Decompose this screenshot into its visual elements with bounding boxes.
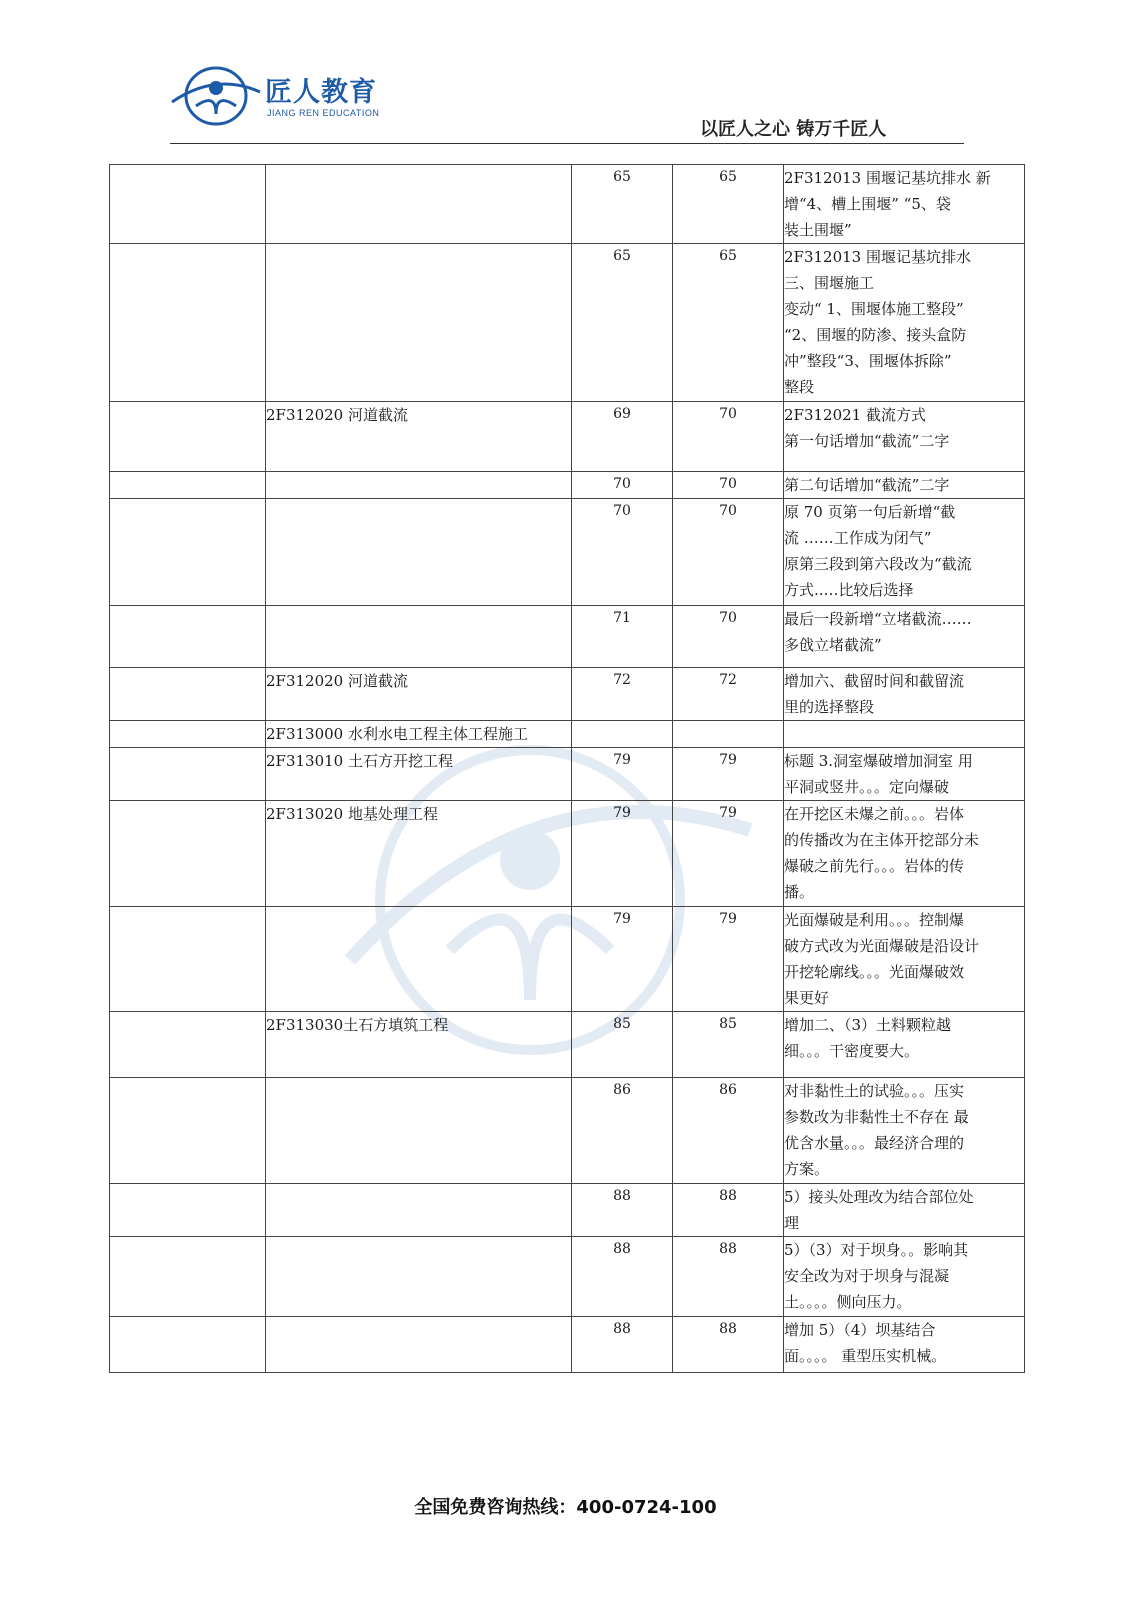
row-blank-cell [110, 1184, 266, 1237]
row-blank-cell [110, 1317, 266, 1373]
change-note-line: 爆破之前先行。。。岩体的传 [784, 857, 965, 875]
row-blank-cell [110, 721, 266, 748]
header-slogan: 以匠人之心 铸万千匠人 [700, 119, 887, 140]
old-page-cell: 70 [572, 499, 673, 606]
table-row [110, 1317, 1025, 1373]
new-page-cell: 79 [673, 748, 784, 801]
change-note-line: 在开挖区未爆之前。。。岩体 [784, 805, 965, 823]
change-note-line: 5）（3）对于坝身。。影响其 [784, 1241, 969, 1259]
change-note-cell [784, 721, 1025, 748]
change-note-line: “2、围堰的防渗、接头盒防 [784, 326, 967, 344]
table-row [110, 907, 1025, 1012]
change-note-cell [784, 165, 1025, 244]
table-row [110, 472, 1025, 499]
new-page-cell: 88 [673, 1184, 784, 1237]
change-note-cell [784, 499, 1025, 606]
change-note-line: 变动“ 1、围堰体施工整段” [784, 300, 964, 318]
change-note-cell [784, 402, 1025, 472]
row-blank-cell [110, 801, 266, 907]
change-note-cell [784, 748, 1025, 801]
old-page-cell: 69 [572, 402, 673, 472]
section-cell [266, 907, 572, 1012]
table-row [110, 1184, 1025, 1237]
change-note-line: 多戗立堵截流” [784, 636, 882, 654]
change-note-line: 冲”整段“3、围堰体拆除” [784, 352, 952, 370]
change-note-line: 增加六、截留时间和截留流 [784, 672, 965, 690]
table-row [110, 499, 1025, 606]
table-row [110, 801, 1025, 907]
change-note-cell [784, 801, 1025, 907]
change-note-line: 参数改为非黏性土不存在 最 [784, 1108, 969, 1126]
old-page-cell: 70 [572, 472, 673, 499]
change-note-line: 播。 [784, 883, 815, 901]
new-page-cell: 72 [673, 668, 784, 721]
change-note-line: 优含水量。。。最经济合理的 [784, 1134, 965, 1152]
change-note-cell [784, 1317, 1025, 1373]
new-page-cell: 70 [673, 499, 784, 606]
section-cell [266, 244, 572, 402]
row-blank-cell [110, 1012, 266, 1078]
change-note-line: 增“4、槽上围堰” “5、袋 [784, 195, 951, 213]
change-note-line: 装土围堰” [784, 221, 852, 239]
change-note-line: 原 70 页第一句后新增“截 [784, 503, 956, 521]
section-cell [266, 606, 572, 668]
section-cell [266, 499, 572, 606]
change-note-cell [784, 1237, 1025, 1317]
old-page-cell: 85 [572, 1012, 673, 1078]
row-blank-cell [110, 165, 266, 244]
brand-name: 匠人教育 [265, 77, 377, 108]
change-note-line: 流 ……工作成为闭气” [784, 529, 932, 547]
row-blank-cell [110, 472, 266, 499]
table-row [110, 165, 1025, 244]
section-cell [266, 1317, 572, 1373]
section-cell: 2F312020 河道截流 [266, 668, 572, 721]
section-cell: 2F312020 河道截流 [266, 402, 572, 472]
row-blank-cell [110, 748, 266, 801]
change-note-line: 三、围堰施工 [784, 274, 875, 292]
change-note-cell [784, 1012, 1025, 1078]
header-divider [170, 143, 964, 144]
row-blank-cell [110, 1078, 266, 1184]
old-page-cell: 79 [572, 748, 673, 801]
section-cell [266, 165, 572, 244]
change-log-table [109, 164, 1025, 1373]
change-note-line: 原第三段到第六段改为“截流 [784, 555, 972, 573]
change-note-line: 2F312021 截流方式 [784, 406, 926, 424]
old-page-cell: 79 [572, 801, 673, 907]
new-page-cell: 79 [673, 801, 784, 907]
new-page-cell: 70 [673, 402, 784, 472]
old-page-cell [572, 721, 673, 748]
logo-emblem-icon [170, 62, 262, 128]
new-page-cell: 79 [673, 907, 784, 1012]
new-page-cell: 70 [673, 472, 784, 499]
change-note-cell [784, 668, 1025, 721]
change-note-cell [784, 606, 1025, 668]
old-page-cell: 71 [572, 606, 673, 668]
old-page-cell: 88 [572, 1237, 673, 1317]
change-note-line: 第一句话增加“截流”二字 [784, 432, 950, 450]
change-note-line: 最后一段新增“立堵截流…… [784, 610, 972, 628]
table-row [110, 668, 1025, 721]
table-row [110, 721, 1025, 748]
change-note-line: 5）接头处理改为结合部位处 [784, 1188, 974, 1206]
footer-hotline: 全国免费咨询热线：400-0724-100 [414, 1497, 717, 1518]
change-note-line: 增加 5）（4）坝基结合 [784, 1321, 936, 1339]
old-page-cell: 72 [572, 668, 673, 721]
change-note-line: 破方式改为光面爆破是沿设计 [784, 937, 980, 955]
change-note-line: 的传播改为在主体开挖部分未 [784, 831, 980, 849]
change-note-cell [784, 244, 1025, 402]
change-note-line: 方式..…比较后选择 [784, 581, 914, 599]
table-row [110, 402, 1025, 472]
change-note-line: 对非黏性土的试验。。。压实 [784, 1082, 965, 1100]
change-note-line: 整段 [784, 378, 815, 396]
change-note-line: 里的选择整段 [784, 698, 875, 716]
table-row [110, 748, 1025, 801]
table-row [110, 606, 1025, 668]
section-cell [266, 1184, 572, 1237]
change-note-line: 增加二、（3）土料颗粒越 [784, 1016, 952, 1034]
change-note-line: 第二句话增加“截流”二字 [784, 476, 950, 494]
row-blank-cell [110, 606, 266, 668]
new-page-cell: 70 [673, 606, 784, 668]
change-note-line: 理 [784, 1214, 800, 1232]
change-note-line: 方案。 [784, 1160, 830, 1178]
change-note-line: 土。。。。侧向压力。 [784, 1293, 912, 1311]
new-page-cell: 65 [673, 244, 784, 402]
new-page-cell [673, 721, 784, 748]
new-page-cell: 85 [673, 1012, 784, 1078]
change-note-line: 平洞或竖井。。。定向爆破 [784, 778, 950, 796]
section-cell: 2F313010 土石方开挖工程 [266, 748, 572, 801]
old-page-cell: 79 [572, 907, 673, 1012]
old-page-cell: 88 [572, 1184, 673, 1237]
change-note-cell [784, 907, 1025, 1012]
old-page-cell: 65 [572, 165, 673, 244]
old-page-cell: 88 [572, 1317, 673, 1373]
change-note-cell [784, 1184, 1025, 1237]
row-blank-cell [110, 668, 266, 721]
change-note-line: 面。。。。 重型压实机械。 [784, 1347, 947, 1365]
change-note-line: 开挖轮廓线。。。光面爆破效 [784, 963, 965, 981]
row-blank-cell [110, 499, 266, 606]
section-cell: 2F313020 地基处理工程 [266, 801, 572, 907]
row-blank-cell [110, 1237, 266, 1317]
table-row [110, 1237, 1025, 1317]
brand-logo [170, 62, 390, 132]
change-note-cell [784, 1078, 1025, 1184]
brand-subtitle: JIANG REN EDUCATION [267, 108, 380, 118]
change-note-line: 2F312013 围堰记基坑排水 [784, 248, 971, 266]
change-note-line: 2F312013 围堰记基坑排水 新 [784, 169, 991, 187]
change-note-line: 安全改为对于坝身与混凝 [784, 1267, 950, 1285]
table-row [110, 1078, 1025, 1184]
new-page-cell: 86 [673, 1078, 784, 1184]
old-page-cell: 86 [572, 1078, 673, 1184]
section-cell [266, 1078, 572, 1184]
row-blank-cell [110, 244, 266, 402]
old-page-cell: 65 [572, 244, 673, 402]
change-note-line: 细。。。干密度要大。 [784, 1042, 920, 1060]
new-page-cell: 88 [673, 1317, 784, 1373]
change-note-line: 果更好 [784, 989, 830, 1007]
change-note-line: 标题 3.洞室爆破增加洞室 用 [784, 752, 973, 770]
change-note-line: 光面爆破是利用。。。控制爆 [784, 911, 965, 929]
section-cell [266, 1237, 572, 1317]
row-blank-cell [110, 907, 266, 1012]
section-cell: 2F313000 水利水电工程主体工程施工 [266, 721, 572, 748]
row-blank-cell [110, 402, 266, 472]
table-row [110, 1012, 1025, 1078]
table-row [110, 244, 1025, 402]
new-page-cell: 65 [673, 165, 784, 244]
change-note-cell [784, 472, 1025, 499]
section-cell: 2F313030土石方填筑工程 [266, 1012, 572, 1078]
new-page-cell: 88 [673, 1237, 784, 1317]
section-cell [266, 472, 572, 499]
